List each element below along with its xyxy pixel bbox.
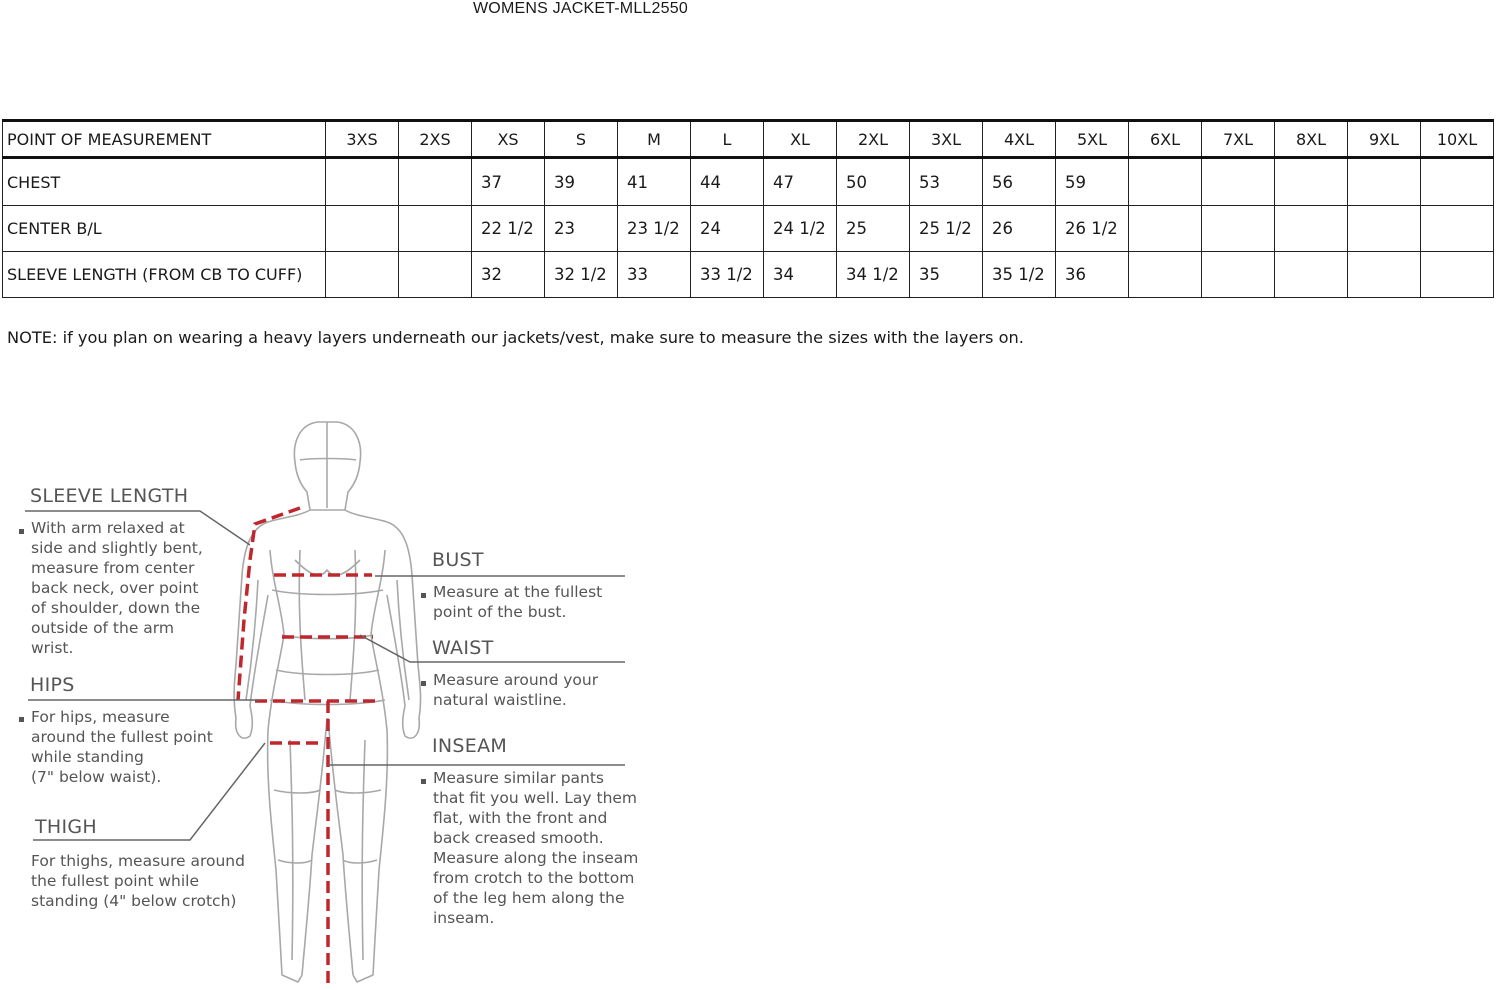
page-title: WOMENS JACKET-MLL2550	[473, 0, 688, 17]
table-cell	[1348, 252, 1421, 298]
table-cell	[1202, 252, 1275, 298]
row-label: SLEEVE LENGTH (FROM CB TO CUFF)	[3, 252, 326, 298]
table-cell: 44	[691, 158, 764, 206]
row-label: CHEST	[3, 158, 326, 206]
hips-text: For hips, measure around the fullest point while standing (7" below waist).	[31, 708, 213, 786]
table-cell	[1421, 206, 1494, 252]
table-cell	[326, 158, 399, 206]
table-cell	[326, 206, 399, 252]
size-header-m: M	[618, 121, 691, 158]
table-cell: 50	[837, 158, 910, 206]
bullet-icon	[19, 529, 24, 534]
size-header-10xl: 10XL	[1421, 121, 1494, 158]
thigh-heading: THIGH	[35, 816, 98, 838]
size-header-3xl: 3XL	[910, 121, 983, 158]
table-row	[3, 206, 1494, 252]
bullet-icon	[19, 717, 24, 722]
sleeve-length-heading: SLEEVE LENGTH	[30, 485, 189, 507]
table-cell: 32	[472, 252, 545, 298]
table-cell	[1129, 252, 1202, 298]
table-cell	[1129, 206, 1202, 252]
size-header-8xl: 8XL	[1275, 121, 1348, 158]
size-header-6xl: 6XL	[1129, 121, 1202, 158]
table-cell: 33 1/2	[691, 252, 764, 298]
size-header-s: S	[545, 121, 618, 158]
table-cell: 26	[983, 206, 1056, 252]
table-cell: 34	[764, 252, 837, 298]
header-point-of-measurement: POINT OF MEASUREMENT	[3, 121, 326, 158]
table-cell	[1275, 252, 1348, 298]
size-header-5xl: 5XL	[1056, 121, 1129, 158]
table-cell	[399, 252, 472, 298]
table-cell: 39	[545, 158, 618, 206]
bullet-icon	[421, 681, 426, 686]
thigh-text: For thighs, measure around the fullest point while standing (4" below crotch)	[31, 852, 245, 910]
row-label: CENTER B/L	[3, 206, 326, 252]
table-cell: 25	[837, 206, 910, 252]
bust-heading: BUST	[432, 549, 484, 571]
size-header-3xs: 3XS	[326, 121, 399, 158]
table-cell: 22 1/2	[472, 206, 545, 252]
table-cell	[399, 158, 472, 206]
table-cell: 23 1/2	[618, 206, 691, 252]
hips-heading: HIPS	[30, 674, 75, 696]
size-header-4xl: 4XL	[983, 121, 1056, 158]
table-cell: 33	[618, 252, 691, 298]
table-cell	[1275, 206, 1348, 252]
table-cell: 37	[472, 158, 545, 206]
table-cell: 53	[910, 158, 983, 206]
table-cell	[1348, 206, 1421, 252]
table-cell: 24 1/2	[764, 206, 837, 252]
table-cell	[1202, 206, 1275, 252]
bullet-icon	[421, 779, 426, 784]
table-cell	[399, 206, 472, 252]
table-row	[3, 252, 1494, 298]
table-cell	[1275, 158, 1348, 206]
table-cell: 25 1/2	[910, 206, 983, 252]
table-cell: 24	[691, 206, 764, 252]
table-cell: 41	[618, 158, 691, 206]
bullet-icon	[421, 593, 426, 598]
table-row	[3, 158, 1494, 206]
size-header-l: L	[691, 121, 764, 158]
table-cell: 47	[764, 158, 837, 206]
table-header-row	[3, 121, 1494, 158]
table-cell	[1129, 158, 1202, 206]
size-header-2xs: 2XS	[399, 121, 472, 158]
size-header-xs: XS	[472, 121, 545, 158]
sleeve-length-text: With arm relaxed at side and slightly bent, measure from center back neck, over point of shoulder, down the outside of the arm wrist.	[31, 519, 203, 657]
table-cell: 59	[1056, 158, 1129, 206]
table-cell	[326, 252, 399, 298]
measurement-guide	[0, 400, 700, 990]
table-cell	[1348, 158, 1421, 206]
bust-text: Measure at the fullest point of the bust.	[433, 583, 603, 621]
table-cell: 26 1/2	[1056, 206, 1129, 252]
inseam-text: Measure similar pants that fit you well. Lay them flat, with the front and back creased smooth. Measure along the inseam from crotch to the bottom of the leg hem along the inseam.	[433, 769, 639, 927]
table-cell: 36	[1056, 252, 1129, 298]
table-cell	[1421, 252, 1494, 298]
layering-note: NOTE: if you plan on wearing a heavy layers underneath our jackets/vest, make sure to measure the sizes with the layers on.	[7, 328, 1024, 347]
table-cell: 34 1/2	[837, 252, 910, 298]
size-header-2xl: 2XL	[837, 121, 910, 158]
table-cell: 23	[545, 206, 618, 252]
waist-heading: WAIST	[432, 637, 494, 659]
size-header-9xl: 9XL	[1348, 121, 1421, 158]
table-cell: 56	[983, 158, 1056, 206]
size-header-xl: XL	[764, 121, 837, 158]
table-cell	[1202, 158, 1275, 206]
table-cell: 35 1/2	[983, 252, 1056, 298]
inseam-heading: INSEAM	[432, 735, 508, 757]
table-cell: 32 1/2	[545, 252, 618, 298]
size-header-7xl: 7XL	[1202, 121, 1275, 158]
table-cell: 35	[910, 252, 983, 298]
table-cell	[1421, 158, 1494, 206]
waist-text: Measure around your natural waistline.	[433, 671, 599, 709]
size-chart-table	[2, 119, 1494, 298]
